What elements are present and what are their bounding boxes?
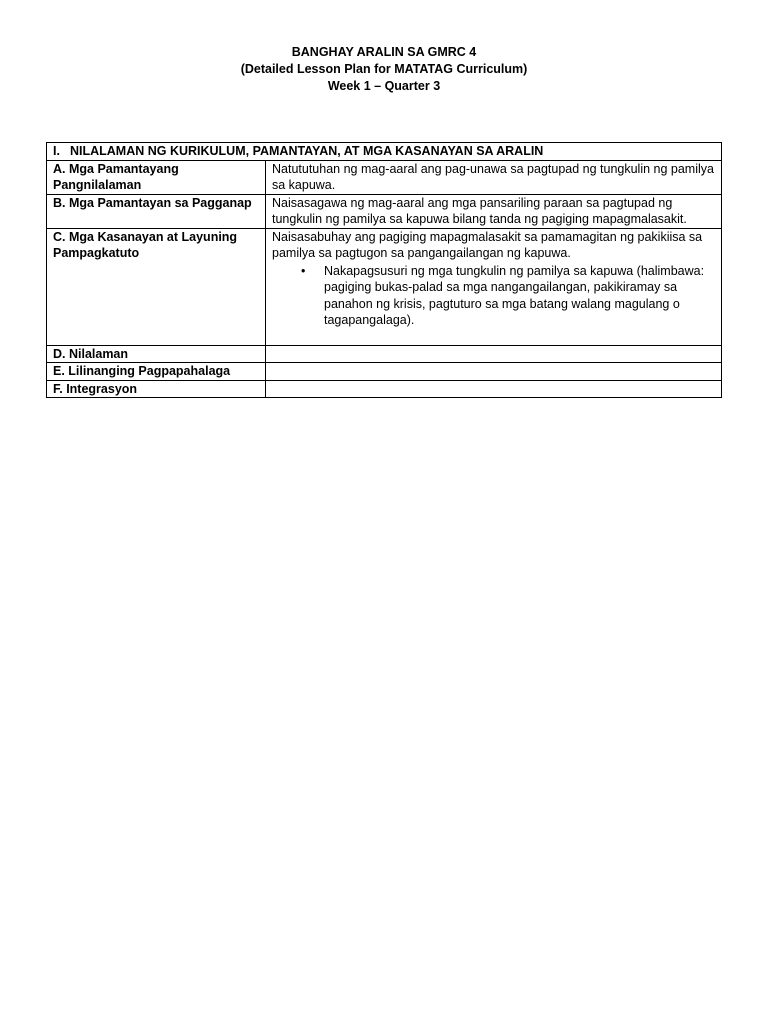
row-content-pamantayang-pangnilalaman: Natututuhan ng mag-aaral ang pag-unawa sa pagtupad ng tungkulin ng pamilya sa kapuwa. bbox=[266, 160, 722, 194]
document-subtitle: (Detailed Lesson Plan for MATATAG Curriculum) bbox=[240, 62, 528, 76]
row-content-kasanayan-at-layunin bbox=[266, 228, 722, 345]
row-content-lilinanging-pagpapahalaga bbox=[266, 363, 722, 381]
row-content-nilalaman bbox=[266, 345, 722, 363]
table-row bbox=[47, 194, 722, 228]
document-title: BANGHAY ARALIN SA GMRC 4 bbox=[291, 45, 477, 59]
lesson-plan-table bbox=[46, 142, 722, 398]
table-row bbox=[47, 363, 722, 381]
table-row bbox=[47, 345, 722, 363]
bullet-icon: • bbox=[301, 263, 306, 278]
table-row bbox=[47, 228, 722, 345]
list-item-text: Nakapagsusuri ng mga tungkulin ng pamilya sa kapuwa (halimbawa: pagiging bukas-palad sa mga nangangailangan, pakikiramay sa panahon ng krisis, pagtuturo sa mga batang walang magulang o tagapangalaga). bbox=[324, 263, 705, 327]
kasanayan-bullet-list bbox=[272, 263, 715, 329]
row-label-lilinanging-pagpapahalaga: E. Lilinanging Pagpapahalaga bbox=[47, 363, 266, 381]
section-title: NILALAMAN NG KURIKULUM, PAMANTAYAN, AT MGA KASANAYAN SA ARALIN bbox=[69, 144, 544, 158]
row-label-pamantayang-pangnilalaman: A. Mga Pamantayang Pangnilalaman bbox=[47, 160, 266, 194]
section-title-cell bbox=[47, 143, 722, 161]
row-content-integrasyon bbox=[266, 380, 722, 398]
section-number: I. bbox=[53, 144, 60, 158]
document-header bbox=[0, 44, 768, 95]
document-week-quarter: Week 1 – Quarter 3 bbox=[327, 79, 441, 93]
row-content-pamantayan-sa-pagganap: Naisasagawa ng mag-aaral ang mga pansariling paraan sa pagtupad ng tungkulin ng pamilya sa kapuwa bilang tanda ng pagiging mapagmalasakit. bbox=[266, 194, 722, 228]
row-label-kasanayan-at-layunin: C. Mga Kasanayan at Layuning Pampagkatuto bbox=[47, 228, 266, 345]
row-label-integrasyon: F. Integrasyon bbox=[47, 380, 266, 398]
section-header-row bbox=[47, 143, 722, 161]
list-item bbox=[301, 263, 715, 329]
table-row bbox=[47, 380, 722, 398]
table-row bbox=[47, 160, 722, 194]
row-label-nilalaman: D. Nilalaman bbox=[47, 345, 266, 363]
kasanayan-text: Naisasabuhay ang pagiging mapagmalasakit sa pamamagitan ng pakikiisa sa pamilya sa pagtugon sa pangangailangan ng kapuwa. bbox=[272, 229, 703, 260]
row-label-pamantayan-sa-pagganap: B. Mga Pamantayan sa Pagganap bbox=[47, 194, 266, 228]
